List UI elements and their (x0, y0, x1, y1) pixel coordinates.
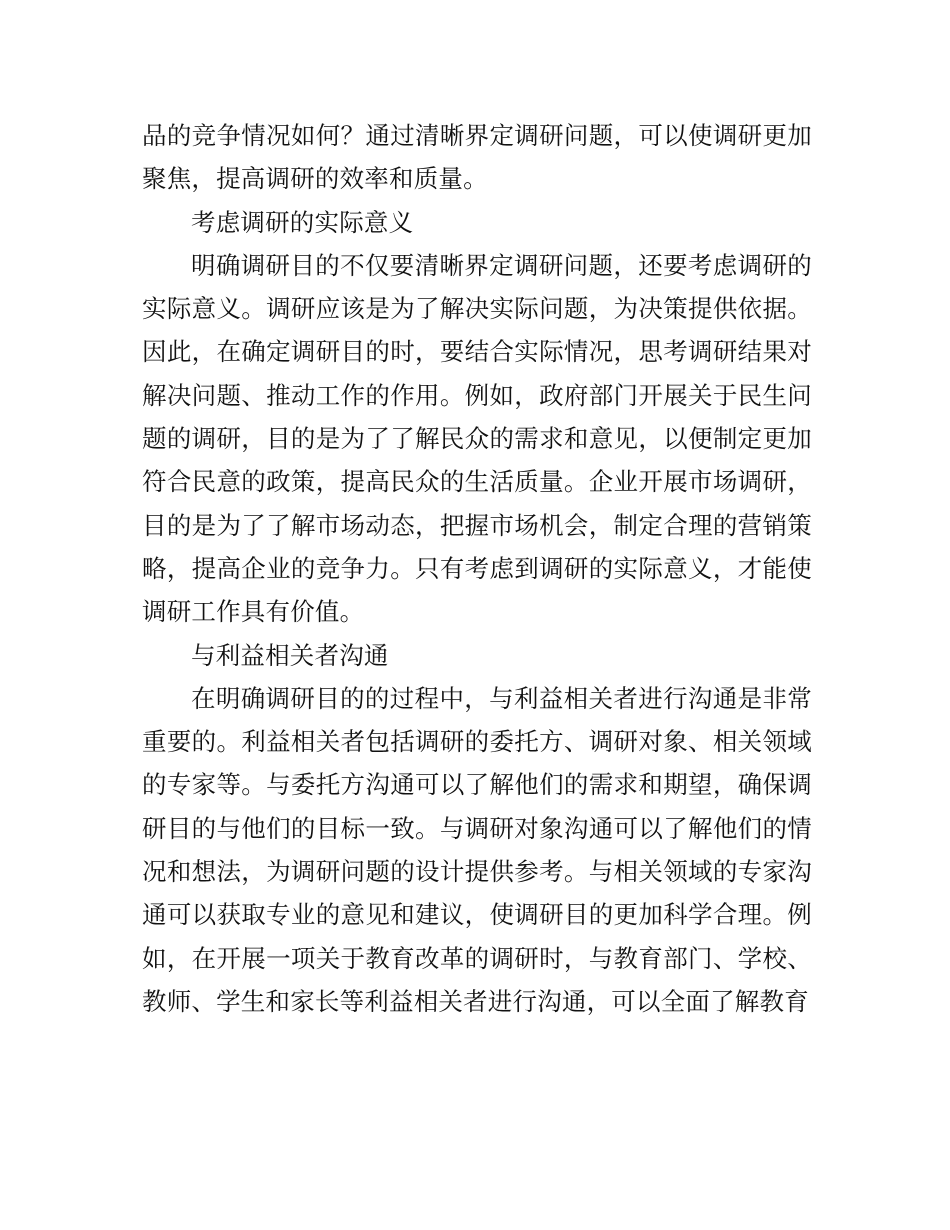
paragraph-continuation: 品的竞争情况如何？通过清晰界定调研问题，可以使调研更加聚焦，提高调研的效率和质量。 (142, 121, 812, 194)
document-body (142, 114, 812, 1023)
section-heading-stakeholder-communication: 与利益相关者沟通 (191, 640, 389, 670)
paragraph-stakeholder-communication: 在明确调研目的的过程中，与利益相关者进行沟通是非常重要的。利益相关者包括调研的委托方、调研对象、相关领域的专家等。与委托方沟通可以了解他们的需求和期望，确保调研目的与他们的目标一致。与调研对象沟通可以了解他们的情况和想法，为调研问题的设计提供参考。与相关领域的专家沟通可以获取专业的意见和建议，使调研目的更加科学合理。例如，在开展一项关于教育改革的调研时，与教育部门、学校、教师、学生和家长等利益相关者进行沟通，可以全面了解教育 (142, 683, 812, 1016)
paragraph-practical-significance: 明确调研目的不仅要清晰界定调研问题，还要考虑调研的实际意义。调研应该是为了解决实际问题，为决策提供依据。因此，在确定调研目的时，要结合实际情况，思考调研结果对解决问题、推动工作的作用。例如，政府部门开展关于民生问题的调研，目的是为了了解民众的需求和意见，以便制定更加符合民意的政策，提高民众的生活质量。企业开展市场调研，目的是为了了解市场动态，把握市场机会，制定合理的营销策略，提高企业的竞争力。只有考虑到调研的实际意义，才能使调研工作具有价值。 (142, 250, 812, 627)
section-heading-practical-significance: 考虑调研的实际意义 (191, 207, 414, 237)
